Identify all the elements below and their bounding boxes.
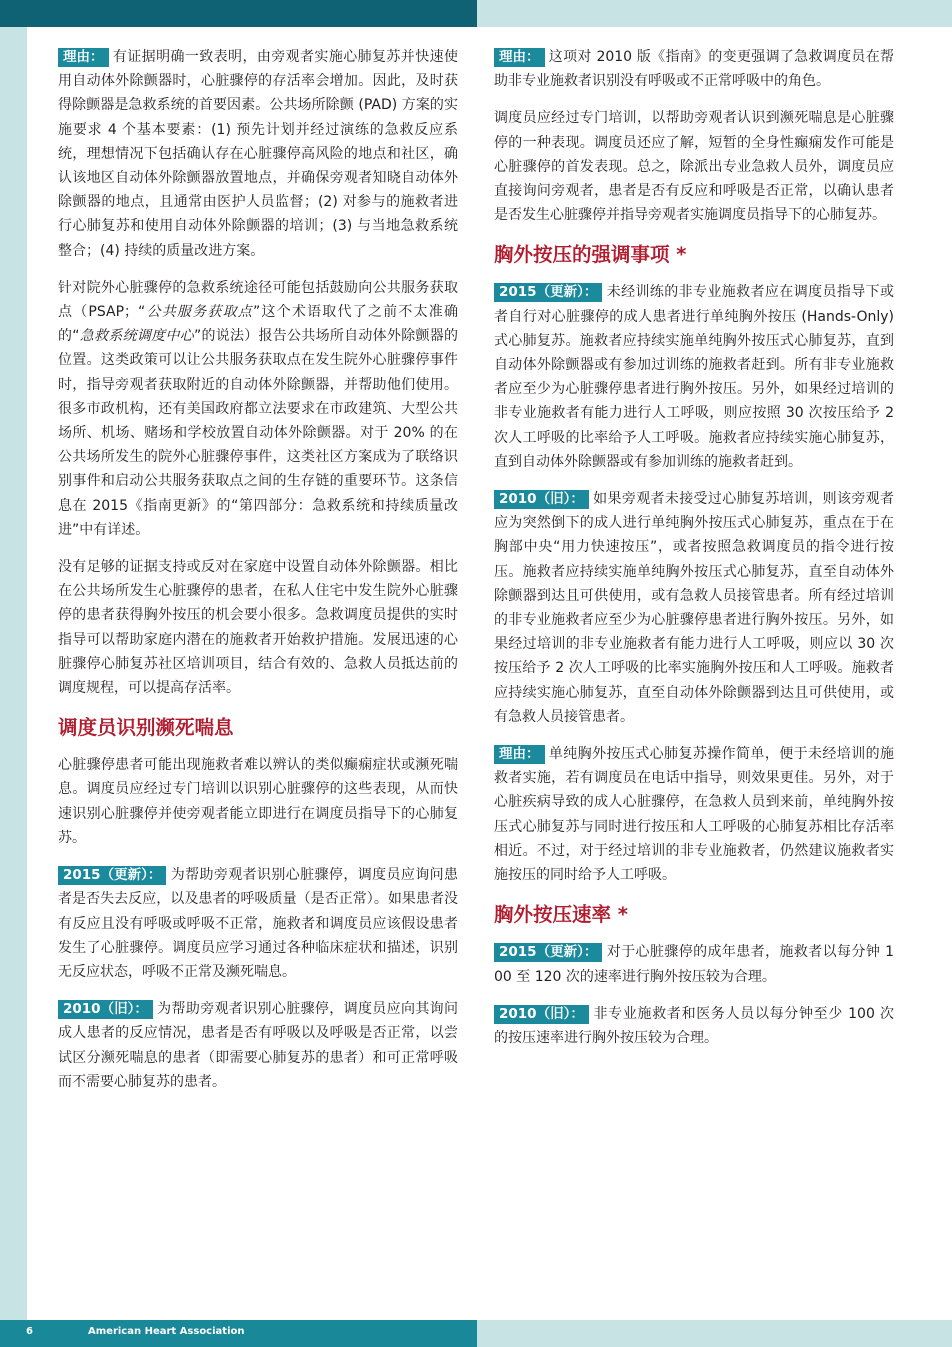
rationale-tag: 理由： [494,48,545,67]
old-2010-rate-paragraph [494,1002,894,1050]
old-2010-tag: 2010（旧）： [58,1000,153,1019]
paragraph-text: 单纯胸外按压式心肺复苏操作简单，便于未经培训的施救者实施，若有调度员在电话中指导，则效果更佳。另外，对于心脏疾病导致的成人心脏骤停，在急救人员到来前，单纯胸外按压式心肺复苏与同时进行按压和人工呼吸的心肺复苏相比存活率相近。不过，对于经过培训的非专业施救者，仍然建议施救者实施按压的同时给予人工呼吸。 [494,746,894,884]
paragraph-text: 未经训练的非专业施救者应在调度员指导下或者自行对心脏骤停的成人患者进行单纯胸外按压 (Hands-Only) 式心肺复苏。施救者应持续实施单纯胸外按压式心肺复苏，直到自动体外除颤器或有参加过训练的施救者赶到。所有非专业施救者应至少为心脏骤停患者进行胸外按压。另外，如果经过培训的非专业施救者有能力进行人工呼吸，则应按照 30 次按压给予 2 次人工呼吸的比率给予人工呼吸。施救者应持续实施心肺复苏，直到自动体外除颤器或有参加训练的施救者赶到。 [494,284,894,470]
old-2010-tag: 2010（旧）： [494,490,589,509]
update-2015-rate-paragraph [494,940,894,988]
dispatcher-training-paragraph [494,106,894,227]
old-2010-tag: 2010（旧）： [494,1005,589,1024]
paragraph-text: 为帮助旁观者识别心脏骤停，调度员应询问患者是否失去反应，以及患者的呼吸质量（是否正常）。如果患者没有反应且没有呼吸或呼吸不正常，施救者和调度员应该假设患者发生了心脏骤停。调度员应学习通过各种临床症状和描述，识别无反应状态，呼吸不正常及濒死喘息。 [58,867,458,980]
rationale-tag: 理由： [494,745,545,764]
left-margin-rail [0,27,27,1320]
paragraph-text: ”这个术语取代了之前不太准确的“ [58,304,458,345]
rationale-hands-only-paragraph [494,742,894,887]
update-2015-tag: 2015（更新）： [494,943,602,962]
update-2015-tag: 2015（更新）： [494,283,602,302]
paragraph-text: 这项对 2010 版《指南》的变更强调了急救调度员在帮助非专业施救者识别没有呼吸或不正常呼吸中的角色。 [494,49,894,90]
psap-paragraph [58,276,458,542]
footer-bar-light [477,1320,952,1347]
paragraph-text: 针对院外心脏骤停的急救系统途径可能包括鼓励向公共服务获取点（PSAP；“ [58,279,458,321]
paragraph-text: 有证据明确一致表明，由旁观者实施心肺复苏并快速使用自动体外除颤器时，心脏骤停的存活率会增加。因此，及时获得除颤器是急救系统的首要因素。公共场所除颤 (PAD) 方案的实施要求 4 个基本要素：(1) 预先计划并经过演练的急救反应系统，理想情况下包括确认存在心脏骤停高风险的地点和社区，确认该地区自动体外除颤器放置地点，并确保旁观者知晓自动体外除颤器的地点，且通常由医护人员监督；(2) 对参与的施救者进行心肺复苏和使用自动体外除颤器的培训；(3) 与当地急救系统整合；(4) 持续的质量改进方案。 [58,49,458,259]
page-number: 6 [26,1326,33,1337]
emphasis-text: 急救系统调度中心 [79,328,194,345]
paragraph-text: ”的说法）报告公共场所自动体外除颤器的位置。这类政策可以让公共服务获取点在发生院外心脏骤停事件时，指导旁观者获取附近的自动体外除颤器，并帮助他们使用。很多市政机构，还有美国政府都立法要求在市政建筑、大型公共场所、机场、赌场和学校放置自动体外除颤器。对于 20% 的在公共场所发生的院外心脏骤停事件，这类社区方案成为了联络识别事件和启动公共服务获取点之间的生存链的重要环节。这条信息在 2015《指南更新》的“第四部分：急救系统和持续质量改进”中有详述。 [58,328,458,538]
section-heading-agonal-breathing: 调度员识别濒死喘息 [58,716,234,740]
update-2015-paragraph [494,280,894,474]
rationale-tag: 理由： [58,48,109,67]
section-heading-compression-rate: 胸外按压速率 * [494,903,628,927]
rationale-pad-paragraph [58,45,458,263]
paragraph-text: 对于心脏骤停的成年患者，施救者以每分钟 100 至 120 次的速率进行胸外按压较为合理。 [494,944,894,985]
section-heading-compression-emphasis: 胸外按压的强调事项 * [494,243,687,267]
paragraph-text: 没有足够的证据支持或反对在家庭中设置自动体外除颤器。相比在公共场所发生心脏骤停的患者，在私人住宅中发生院外心脏骤停的患者获得胸外按压的机会要小很多。急救调度员提供的实时指导可以帮助家庭内潜在的施救者开始救护措施。发展迅速的心脏骤停心肺复苏社区培训项目，结合有效的、急救人员抵达前的调度规程，可以提高存活率。 [58,559,458,697]
paragraph-text: 非专业施救者和医务人员以每分钟至少 100 次的按压速率进行胸外按压较为合理。 [494,1005,894,1046]
agonal-intro-paragraph [58,753,458,850]
top-banner-dark [0,0,477,27]
top-banner-light [477,0,952,27]
emphasis-text: 公共服务获取点 [145,304,253,321]
paragraph-text: 调度员应经过专门培训，以帮助旁观者认识到濒死喘息是心脏骤停的一种表现。调度员还应了解，短暂的全身性癫痫发作可能是心脏骤停的首发表现。总之，除派出专业急救人员外，调度员应直接询问旁观者，患者是否有反应和呼吸是否正常，以确认患者是否发生心脏骤停并指导旁观者实施调度员指导下的心肺复苏。 [494,110,894,224]
update-2015-paragraph [58,863,458,984]
old-2010-paragraph [58,997,458,1094]
footer-org-name: American Heart Association [88,1326,245,1337]
old-2010-paragraph [494,487,894,729]
rationale-dispatcher-paragraph [494,45,894,93]
right-column [494,45,894,1063]
update-2015-tag: 2015（更新）： [58,866,166,885]
paragraph-text: 为帮助旁观者识别心脏骤停，调度员应向其询问成人患者的反应情况，患者是否有呼吸以及呼吸是否正常，以尝试区分濒死喘息的患者（即需要心肺复苏的患者）和可正常呼吸而不需要心肺复苏的患者。 [58,1001,458,1090]
home-aed-paragraph [58,555,458,700]
left-column [58,45,458,1107]
paragraph-text: 心脏骤停患者可能出现施救者难以辨认的类似癫痫症状或濒死喘息。调度员应经过专门培训以识别心脏骤停的这些表现，从而快速识别心脏骤停并使旁观者能立即进行在调度员指导下的心肺复苏。 [58,757,458,846]
paragraph-text: 如果旁观者未接受过心肺复苏培训，则该旁观者应为突然倒下的成人进行单纯胸外按压式心肺复苏，重点在于在胸部中央“用力快速按压”，或者按照急救调度员的指令进行按压。施救者应持续实施单纯胸外按压式心肺复苏，直至自动体外除颤器到达且可供使用，或有急救人员接管患者。所有经过培训的非专业施救者应至少为心脏骤停患者进行胸外按压。另外，如果经过培训的非专业施救者有能力进行人工呼吸，则应以 30 次按压给予 2 次人工呼吸的比率实施胸外按压和人工呼吸。施救者应持续实施心肺复苏，直至自动体外除颤器到达且可供使用，或有急救人员接管患者。 [494,491,894,725]
